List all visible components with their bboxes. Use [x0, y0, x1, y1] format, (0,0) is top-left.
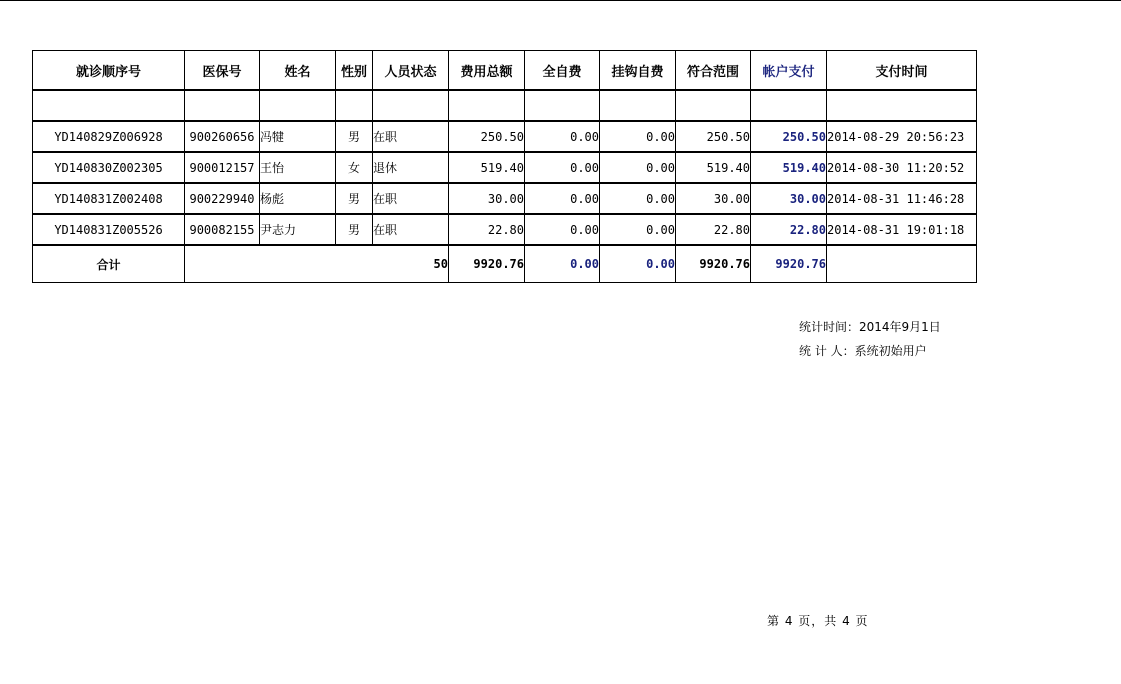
page-indicator: 第 4 页，共 4 页 — [767, 614, 869, 628]
table-row — [33, 121, 977, 152]
cell-pay-time: 2014-08-31 19:01:18 — [827, 214, 977, 245]
cell-visit-no: YD140831Z002408 — [33, 183, 185, 214]
cell-gender: 女 — [336, 152, 373, 183]
table-row — [33, 183, 977, 214]
cell-fee-total: 30.00 — [449, 183, 525, 214]
total-in-scope: 9920.76 — [676, 245, 751, 283]
cell-pay-time: 2014-08-31 11:46:28 — [827, 183, 977, 214]
table-row — [33, 152, 977, 183]
cell-in-scope: 250.50 — [676, 121, 751, 152]
cell-status: 在职 — [373, 214, 449, 245]
cell-visit-no: YD140830Z002305 — [33, 152, 185, 183]
cell-self-pay: 0.00 — [525, 214, 600, 245]
cell-status: 退休 — [373, 152, 449, 183]
cell-name: 尹志力 — [260, 214, 336, 245]
cell-in-scope: 519.40 — [676, 152, 751, 183]
cell-name: 杨彪 — [260, 183, 336, 214]
col-header-account-pay: 帐户支付 — [751, 51, 827, 91]
total-label: 合计 — [33, 245, 185, 283]
col-header-name: 姓名 — [260, 51, 336, 91]
total-count: 50 — [185, 245, 449, 283]
stats-time: 统计时间：2014年9月1日 — [799, 320, 941, 334]
total-fee-total: 9920.76 — [449, 245, 525, 283]
cell-in-scope: 22.80 — [676, 214, 751, 245]
top-rule — [0, 0, 1121, 1]
cell-in-scope: 30.00 — [676, 183, 751, 214]
col-header-pay-time: 支付时间 — [827, 51, 977, 91]
cell-linked-self-pay: 0.00 — [600, 121, 676, 152]
total-empty-cell — [827, 245, 977, 283]
cell-self-pay: 0.00 — [525, 152, 600, 183]
cell-pay-time: 2014-08-30 11:20:52 — [827, 152, 977, 183]
total-self-pay: 0.00 — [525, 245, 600, 283]
cell-gender: 男 — [336, 214, 373, 245]
col-header-insurance-no: 医保号 — [185, 51, 260, 91]
cell-visit-no: YD140831Z005526 — [33, 214, 185, 245]
cell-linked-self-pay: 0.00 — [600, 152, 676, 183]
col-header-self-pay: 全自费 — [525, 51, 600, 91]
col-header-gender: 性别 — [336, 51, 373, 91]
cell-visit-no: YD140829Z006928 — [33, 121, 185, 152]
cell-account-pay: 30.00 — [751, 183, 827, 214]
col-header-visit-no: 就诊顺序号 — [33, 51, 185, 91]
col-header-linked-self-pay: 挂钩自费 — [600, 51, 676, 91]
cell-name: 冯犍 — [260, 121, 336, 152]
cell-self-pay: 0.00 — [525, 121, 600, 152]
stats-person: 统 计 人：系统初始用户 — [799, 344, 927, 358]
col-header-status: 人员状态 — [373, 51, 449, 91]
header-row — [33, 51, 977, 91]
blank-row — [33, 90, 977, 121]
cell-self-pay: 0.00 — [525, 183, 600, 214]
cell-name: 王怡 — [260, 152, 336, 183]
total-row — [33, 245, 977, 283]
cell-insurance-no: 900229940 — [185, 183, 260, 214]
cell-insurance-no: 900260656 — [185, 121, 260, 152]
cell-fee-total: 22.80 — [449, 214, 525, 245]
cell-insurance-no: 900012157 — [185, 152, 260, 183]
cell-fee-total: 519.40 — [449, 152, 525, 183]
table-row — [33, 214, 977, 245]
total-account-pay: 9920.76 — [751, 245, 827, 283]
cell-fee-total: 250.50 — [449, 121, 525, 152]
cell-linked-self-pay: 0.00 — [600, 214, 676, 245]
total-linked-self-pay: 0.00 — [600, 245, 676, 283]
cell-linked-self-pay: 0.00 — [600, 183, 676, 214]
cell-account-pay: 22.80 — [751, 214, 827, 245]
cell-account-pay: 250.50 — [751, 121, 827, 152]
col-header-fee-total: 费用总额 — [449, 51, 525, 91]
cell-gender: 男 — [336, 183, 373, 214]
cell-account-pay: 519.40 — [751, 152, 827, 183]
cell-gender: 男 — [336, 121, 373, 152]
settlement-table — [32, 50, 977, 283]
cell-status: 在职 — [373, 121, 449, 152]
cell-insurance-no: 900082155 — [185, 214, 260, 245]
cell-pay-time: 2014-08-29 20:56:23 — [827, 121, 977, 152]
col-header-in-scope: 符合范围 — [676, 51, 751, 91]
cell-status: 在职 — [373, 183, 449, 214]
